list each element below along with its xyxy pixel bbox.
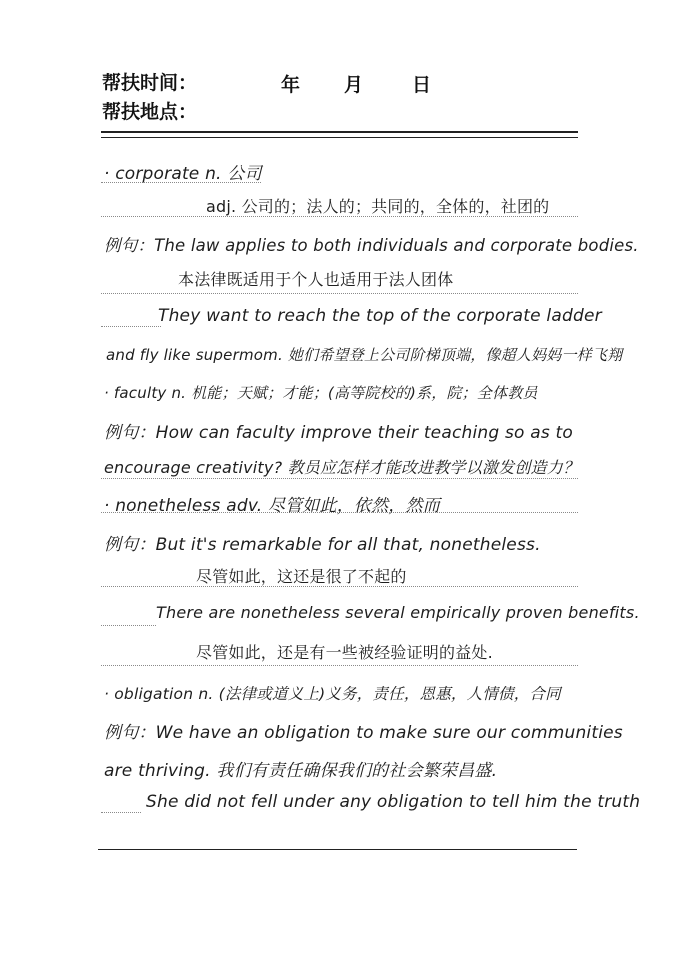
dotted-guide-line (101, 478, 578, 479)
dotted-guide-line (101, 812, 141, 813)
example-sentence: There are nonetheless several empirically proven benefits. (156, 603, 640, 622)
example-sentence: They want to reach the top of the corporate ladder (158, 306, 602, 326)
vocab-entry-faculty: · faculty n. 机能；天赋；才能；(高等院校的)系，院；全体教员 (104, 384, 538, 402)
translation-line: 本法律既适用于个人也适用于法人团体 (178, 270, 454, 289)
translation-line: 尽管如此，还是有一些被经验证明的益处. (196, 643, 493, 662)
dotted-guide-line (101, 665, 578, 666)
example-sentence: encourage creativity? 教员应怎样才能改进教学以激发创造力？ (104, 458, 580, 477)
dotted-guide-line (101, 625, 156, 626)
header-divider-bottom (101, 137, 578, 138)
help-time-label: 帮扶时间： (102, 72, 198, 94)
example-sentence: are thriving. 我们有责任确保我们的社会繁荣昌盛. (104, 761, 498, 781)
example-sentence: She did not fell under any obligation to tell him the truth (146, 792, 641, 812)
example-sentence: 例句：The law applies to both individuals and corporate bodies. (104, 236, 639, 255)
header-divider-top (101, 131, 578, 133)
page-bottom-rule (98, 849, 577, 850)
day-label: 日 (412, 74, 432, 96)
example-sentence: 例句：We have an obligation to make sure our communities (104, 723, 623, 743)
vocab-entry-corporate: · corporate n. 公司 (104, 164, 262, 184)
month-label: 月 (344, 74, 364, 96)
example-sentence: 例句：How can faculty improve their teaching so as to (104, 423, 573, 443)
vocab-entry-obligation: · obligation n. (法律或道义上)义务，责任，恩惠，人情债，合同 (104, 685, 561, 703)
example-sentence: and fly like supermom. 她们希望登上公司阶梯顶端，像超人妈妈一样飞翔 (106, 346, 623, 364)
definition-line: adj. 公司的；法人的；共同的，全体的，社团的 (206, 197, 550, 216)
dotted-guide-line (101, 293, 578, 294)
vocab-entry-nonetheless: · nonetheless adv. 尽管如此，依然，然而 (104, 496, 440, 516)
example-sentence: 例句：But it's remarkable for all that, nonetheless. (104, 535, 541, 555)
help-place-label: 帮扶地点： (102, 101, 198, 123)
year-label: 年 (281, 74, 301, 96)
translation-line: 尽管如此，这还是很了不起的 (196, 567, 407, 586)
dotted-guide-line (101, 326, 161, 327)
